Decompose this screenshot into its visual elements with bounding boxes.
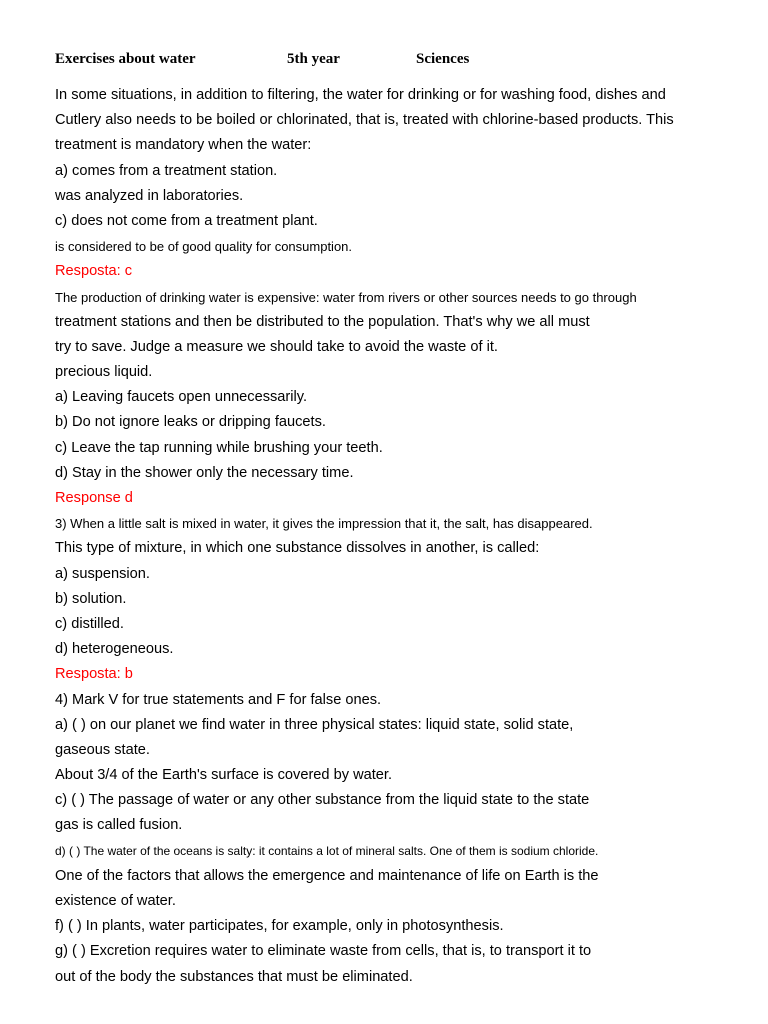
school-year: 5th year bbox=[287, 51, 340, 67]
text-line: existence of water. bbox=[55, 893, 176, 909]
text-line: b) Do not ignore leaks or dripping faucets. bbox=[55, 414, 326, 431]
text-line: g) ( ) Excretion requires water to eliminate waste from cells, that is, to transport it to bbox=[55, 943, 592, 960]
text-line: d) heterogeneous. bbox=[55, 641, 174, 658]
text-line: This type of mixture, in which one substance dissolves in another, is called: bbox=[55, 540, 540, 557]
text-line: b) solution. bbox=[55, 590, 127, 607]
text-line: was analyzed in laboratories. bbox=[55, 187, 244, 204]
text-line: f) ( ) In plants, water participates, for example, only in photosynthesis. bbox=[55, 918, 504, 935]
text-line: a) Leaving faucets open unnecessarily. bbox=[55, 389, 308, 406]
answer-line: Resposta: b bbox=[55, 666, 133, 683]
text-line: d) ( ) The water of the oceans is salty: it contains a lot of mineral salts. One of them is sodium chloride. bbox=[55, 843, 599, 858]
text-line: c) Leave the tap running while brushing your teeth. bbox=[55, 439, 383, 456]
text-line: c) does not come from a treatment plant. bbox=[55, 212, 318, 229]
text-line: a) ( ) on our planet we find water in three physical states: liquid state, solid state, bbox=[55, 716, 574, 733]
text-line: treatment is mandatory when the water: bbox=[55, 137, 312, 154]
text-line: a) comes from a treatment station. bbox=[55, 162, 278, 179]
text-line: gaseous state. bbox=[55, 741, 150, 758]
text-line: About 3/4 of the Earth's surface is covered by water. bbox=[55, 767, 393, 784]
text-line: gas is called fusion. bbox=[55, 817, 183, 834]
text-line: 4) Mark V for true statements and F for false ones. bbox=[55, 691, 382, 708]
answer-line: Resposta: c bbox=[55, 263, 133, 280]
text-line: a) suspension. bbox=[55, 565, 150, 582]
worksheet-body bbox=[55, 83, 745, 990]
text-line: The production of drinking water is expensive: water from rivers or other sources needs to go through bbox=[55, 289, 637, 305]
answer-line: Response d bbox=[55, 490, 133, 506]
text-line: precious liquid. bbox=[55, 364, 153, 381]
worksheet-title: Exercises about water bbox=[55, 51, 196, 67]
text-line: c) distilled. bbox=[55, 615, 124, 632]
text-line: 3) When a little salt is mixed in water, it gives the impression that it, the salt, has disappeared. bbox=[55, 516, 593, 532]
text-line: Cutlery also needs to be boiled or chlorinated, that is, treated with chlorine-based products. This bbox=[55, 112, 674, 129]
text-line: In some situations, in addition to filtering, the water for drinking or for washing food, dishes and bbox=[55, 87, 666, 103]
text-line: is considered to be of good quality for consumption. bbox=[55, 239, 353, 255]
text-line: try to save. Judge a measure we should take to avoid the waste of it. bbox=[55, 338, 498, 355]
text-line: treatment stations and then be distributed to the population. That's why we all must bbox=[55, 313, 590, 330]
text-line: c) ( ) The passage of water or any other substance from the liquid state to the state bbox=[55, 792, 590, 809]
subject-name: Sciences bbox=[416, 51, 470, 67]
text-line: d) Stay in the shower only the necessary time. bbox=[55, 464, 354, 481]
text-line: One of the factors that allows the emergence and maintenance of life on Earth is the bbox=[55, 867, 599, 884]
text-line: out of the body the substances that must be eliminated. bbox=[55, 968, 413, 985]
